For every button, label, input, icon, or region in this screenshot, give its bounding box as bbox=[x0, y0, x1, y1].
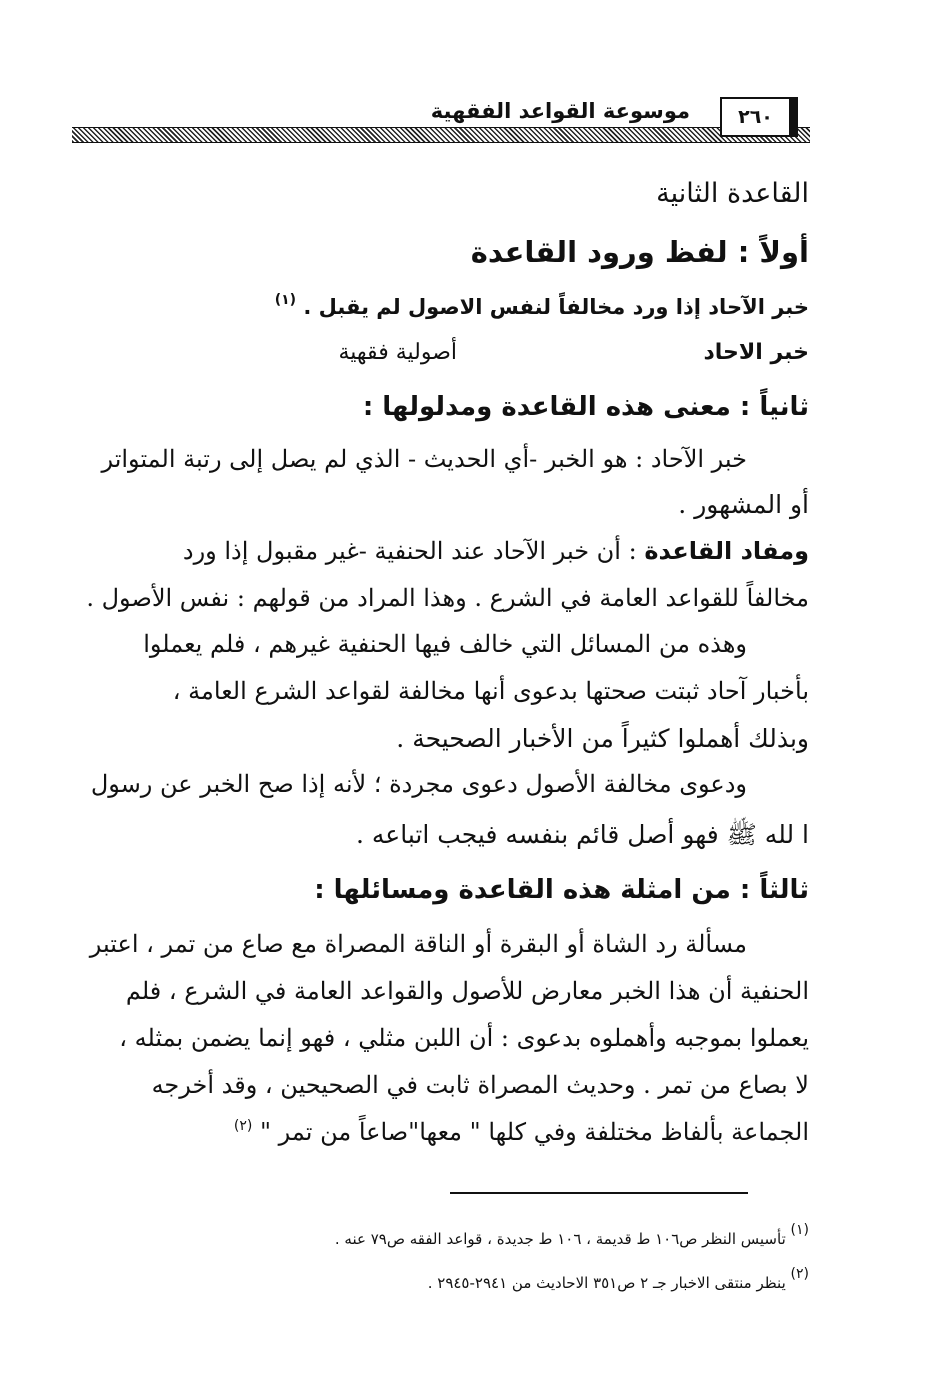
example-line5-text: الجماعة بألفاظ مختلفة وفي كلها " معها"صاعاً من تمر " bbox=[260, 1118, 809, 1146]
running-header bbox=[72, 97, 810, 143]
section2-heading: ثانياً : معنى هذه القاعدة ومدلولها : bbox=[362, 392, 809, 422]
header-hatched-rule bbox=[72, 127, 810, 143]
example-line3: يعملوا بموجبه وأهملوه بدعوى : أن اللبن مثلي ، فهو إنما يضمن بمثله ، bbox=[119, 1024, 809, 1052]
footnote-1-text: تأسيس النظر ص١٠٦ ط قديمة ، ١٠٦ ط جديدة ، قواعد الفقه ص٧٩ عنه . bbox=[334, 1230, 786, 1248]
example-line2: الحنفية أن هذا الخبر معارض للأصول والقواعد العامة في الشرع ، فلم bbox=[125, 977, 809, 1005]
footnote-1 bbox=[335, 1222, 809, 1248]
section1-heading: أولاً : لفظ ورود القاعدة bbox=[470, 235, 809, 269]
para2-line1 bbox=[183, 537, 809, 565]
footnote-separator bbox=[450, 1192, 748, 1194]
para2-line1-text: : أن خبر الآحاد عند الحنفية -غير مقبول إذا ورد bbox=[182, 537, 637, 565]
footnote-2-text: ينظر منتقى الاخبار جـ ٢ ص٣٥١ الاحاديث من ٢٩٤١-٢٩٤٥ . bbox=[427, 1274, 786, 1292]
footnote-ref-2: (٢) bbox=[233, 1118, 253, 1134]
para4-line1: ودعوى مخالفة الأصول دعوى مجردة ؛ لأنه إذا صح الخبر عن رسول bbox=[90, 770, 747, 798]
para2-lead: ومفاد القاعدة bbox=[644, 537, 809, 565]
para1-line2: أو المشهور . bbox=[678, 490, 809, 519]
footnote-2-marker: (٢) bbox=[790, 1266, 809, 1282]
para1-line1: خبر الآحاد : هو الخبر -أي الحديث - الذي لم يصل إلى رتبة المتواتر bbox=[101, 445, 747, 473]
footnote-2 bbox=[428, 1266, 809, 1292]
para2-line2: مخالفاً للقواعد العامة في الشرع . وهذا المراد من قولهم : نفس الأصول . bbox=[86, 584, 809, 612]
tag-usuliyya-fiqhiyya: أصولية فقهية bbox=[338, 340, 457, 365]
section3-heading: ثالثاً : من امثلة هذه القاعدة ومسائلها : bbox=[314, 875, 809, 905]
footnote-1-marker: (١) bbox=[790, 1222, 809, 1238]
para3-line1: وهذه من المسائل التي خالف فيها الحنفية غيرهم ، فلم يعملوا bbox=[143, 630, 747, 658]
page-number: ٢٦٠ bbox=[720, 97, 798, 137]
tag-khabar-ahad: خبر الاحاد bbox=[703, 340, 809, 365]
rule-text bbox=[275, 292, 809, 319]
rule-heading: القاعدة الثانية bbox=[656, 178, 809, 209]
example-line4: لا بصاع من تمر . وحديث المصراة ثابت في الصحيحين ، وقد أخرجه bbox=[151, 1071, 809, 1099]
para3-line3: وبذلك أهملوا كثيراً من الأخبار الصحيحة . bbox=[396, 724, 809, 753]
footnote-ref-1: (١) bbox=[274, 292, 297, 308]
book-title: موسوعة القواعد الفقهية bbox=[430, 99, 690, 123]
example-line5 bbox=[234, 1118, 809, 1146]
example-line1: مسألة رد الشاة أو البقرة أو الناقة المصراة مع صاع من تمر ، اعتبر bbox=[89, 930, 747, 958]
rule-text-body: خبر الآحاد إذا ورد مخالفاً لنفس الاصول لم يقبل . bbox=[303, 295, 809, 319]
para3-line2: بأخبار آحاد ثبتت صحتها بدعوى أنها مخالفة لقواعد الشرع العامة ، bbox=[172, 677, 809, 705]
para4-line2: ا لله ﷺ فهو أصل قائم بنفسه فيجب اتباعه . bbox=[356, 820, 809, 849]
